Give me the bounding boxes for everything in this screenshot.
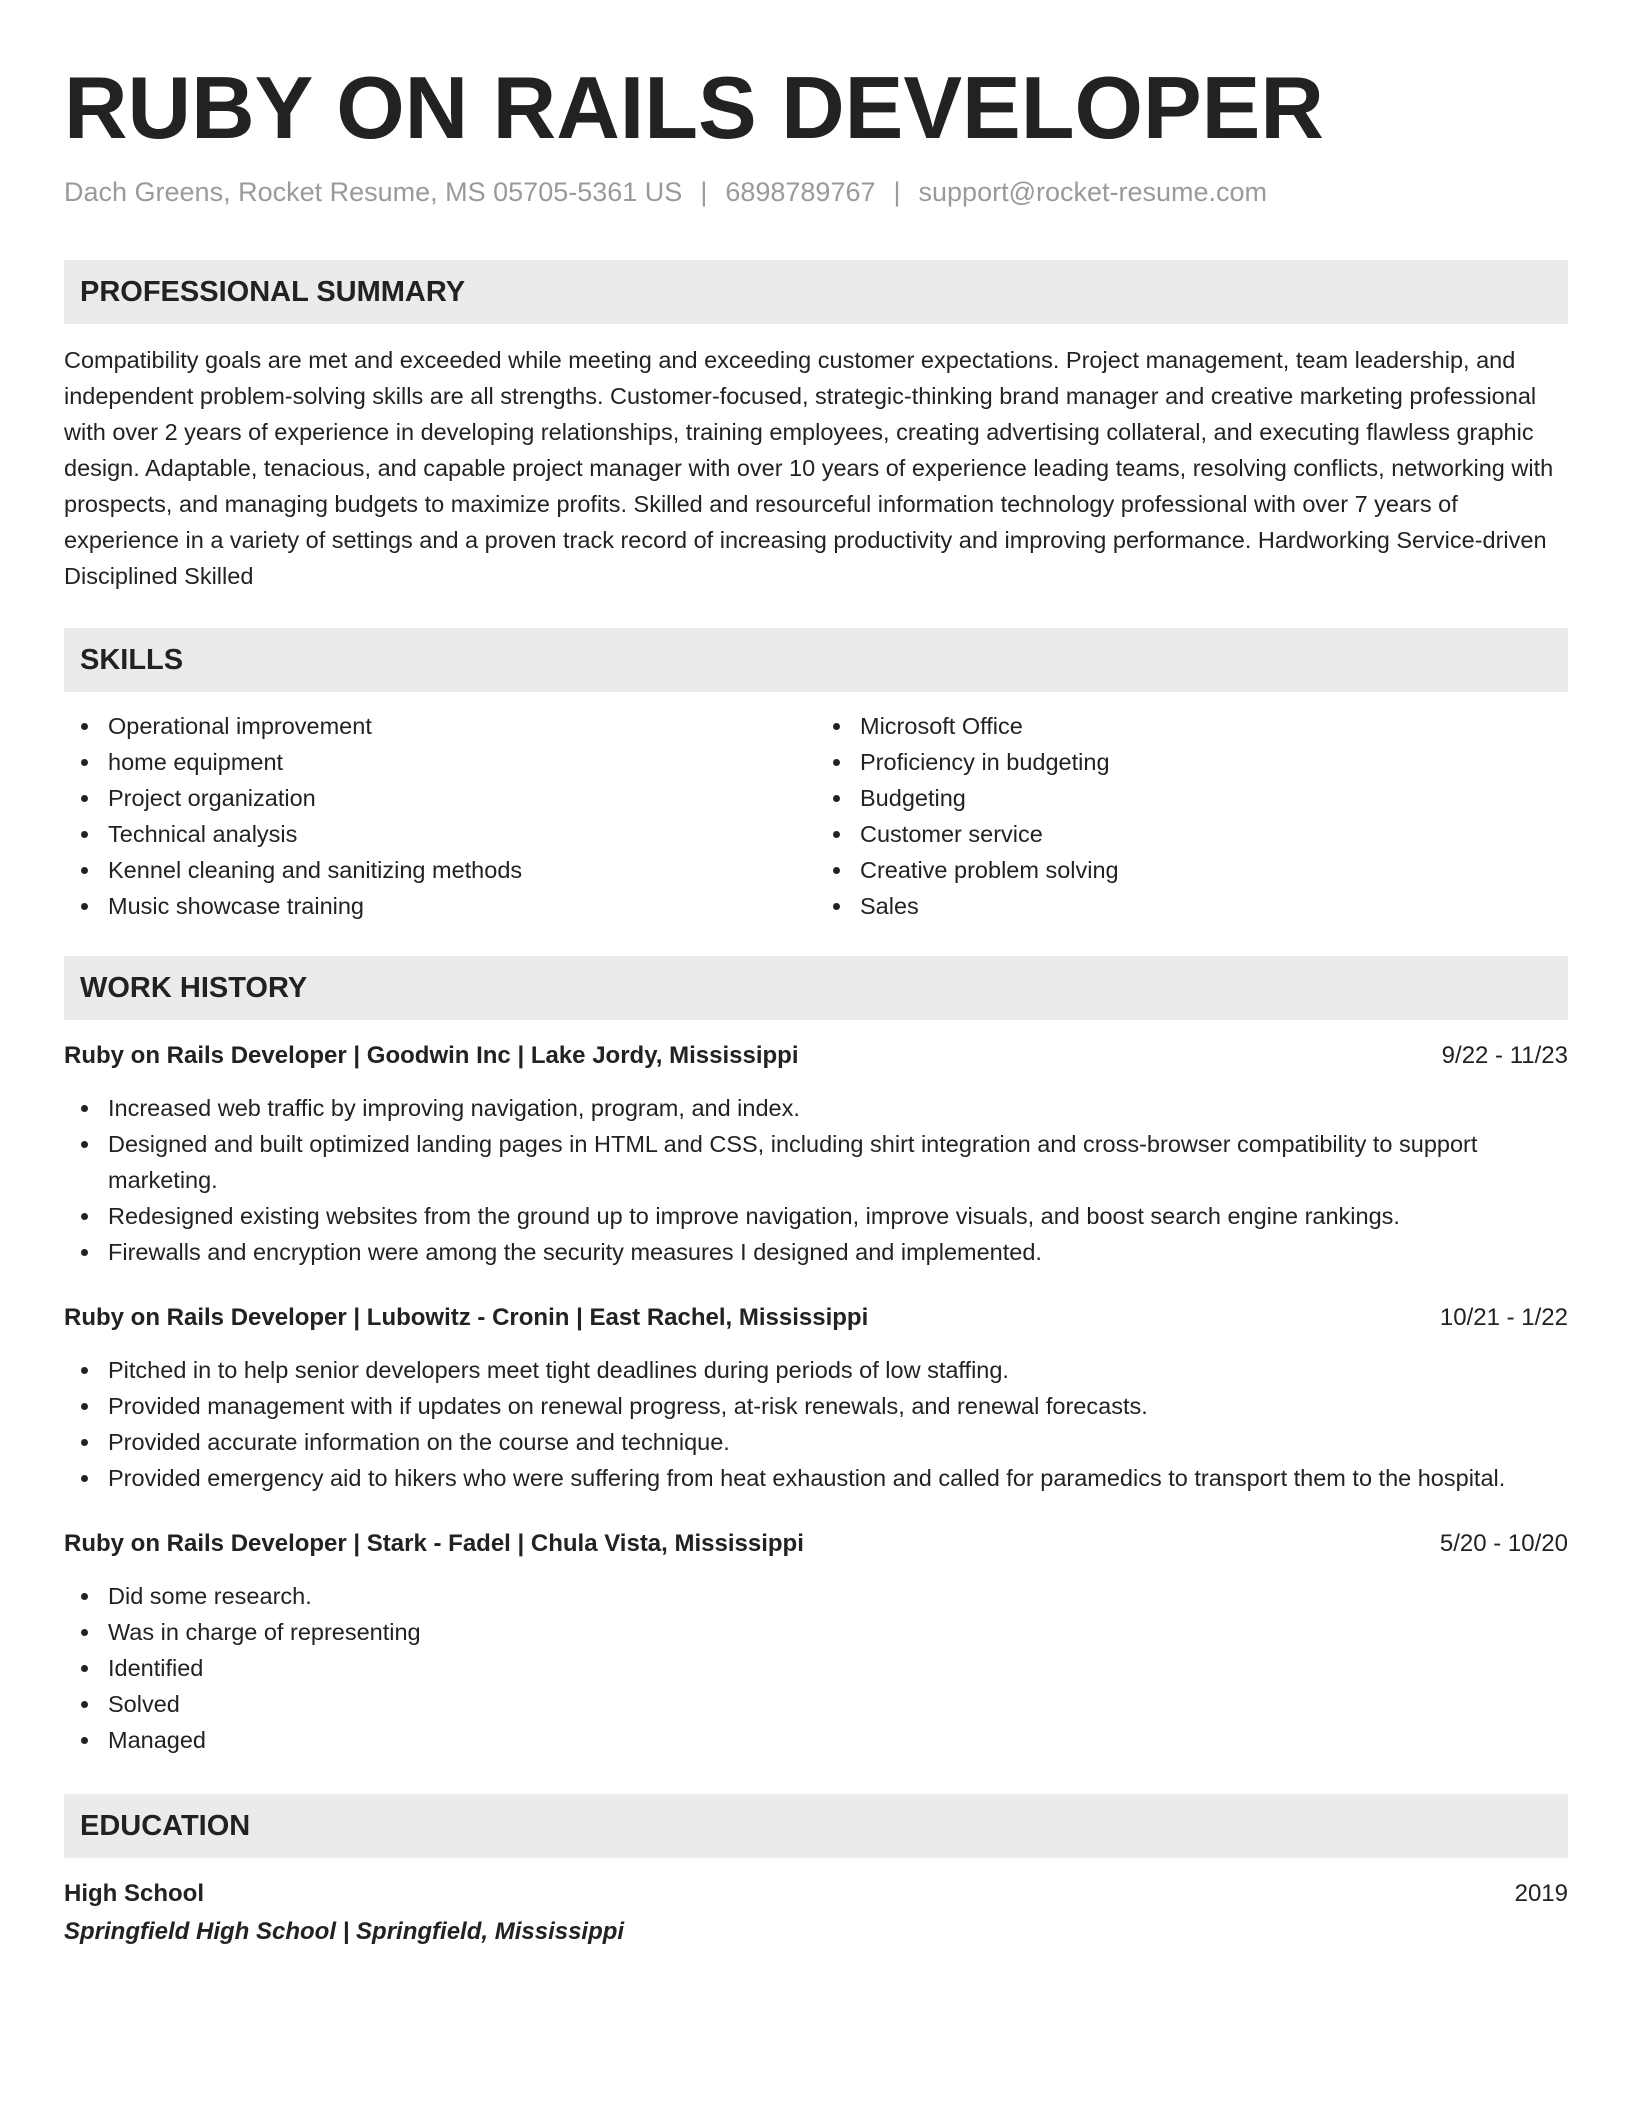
skill-item: home equipment [108, 744, 816, 780]
education-year: 2019 [1514, 1880, 1568, 1907]
job-bullet: Managed [108, 1722, 1568, 1758]
job-dates: 9/22 - 11/23 [1441, 1042, 1568, 1069]
skill-item: Technical analysis [108, 816, 816, 852]
job-header [64, 1300, 1568, 1336]
job-entry [64, 1300, 1568, 1496]
job-entry [64, 1038, 1568, 1270]
contact-separator: | [893, 177, 901, 207]
job-bullet: Firewalls and encryption were among the security measures I designed and implemented. [108, 1234, 1568, 1270]
summary-text: Compatibility goals are met and exceeded while meeting and exceeding customer expectations. Project management, team leadership, and independent problem-solving skills are all strengths. Customer-focused, strategic-thinking brand manager and creative marketing professional with over 2 years of experience in developing relationships, training employees, creating advertising collateral, and executing flawless graphic design. Adaptable, tenacious, and capable project manager with over 10 years of experience leading teams, resolving conflicts, networking with prospects, and managing budgets to maximize profits. Skilled and resourceful information technology professional with over 7 years of experience in a variety of settings and a proven track record of increasing productivity and improving performance. Hardworking Service-driven Disciplined Skilled [64, 347, 1554, 589]
skills-column-left [64, 708, 816, 924]
skill-item: Operational improvement [108, 708, 816, 744]
job-bullet: Was in charge of representing [108, 1614, 1568, 1650]
job-bullets [64, 1352, 1568, 1496]
skill-item: Microsoft Office [860, 708, 1568, 744]
job-bullet: Increased web traffic by improving navigation, program, and index. [108, 1090, 1568, 1126]
job-bullet: Redesigned existing websites from the ground up to improve navigation, improve visuals, and boost search engine rankings. [108, 1198, 1568, 1234]
skills-column-right [816, 708, 1568, 924]
contact-phone: 6898789767 [725, 177, 876, 207]
job-bullet: Provided management with if updates on renewal progress, at-risk renewals, and renewal forecasts. [108, 1388, 1568, 1424]
contact-email: support@rocket-resume.com [918, 177, 1268, 207]
education-school: Springfield High School | Springfield, Mississippi [64, 1918, 625, 1945]
skill-item: Kennel cleaning and sanitizing methods [108, 852, 816, 888]
candidate-name: RUBY ON RAILS DEVELOPER [64, 58, 1324, 157]
job-dates: 5/20 - 10/20 [1439, 1530, 1568, 1557]
summary-heading: PROFESSIONAL SUMMARY [64, 260, 1568, 324]
job-bullet: Pitched in to help senior developers meet tight deadlines during periods of low staffing. [108, 1352, 1568, 1388]
job-entry [64, 1526, 1568, 1758]
education-heading: EDUCATION [64, 1794, 1568, 1858]
skill-item: Customer service [860, 816, 1568, 852]
job-header [64, 1038, 1568, 1074]
skill-item: Project organization [108, 780, 816, 816]
job-bullet: Provided accurate information on the course and technique. [108, 1424, 1568, 1460]
job-title: Ruby on Rails Developer | Goodwin Inc | Lake Jordy, Mississippi [64, 1042, 799, 1069]
job-bullet: Solved [108, 1686, 1568, 1722]
job-dates: 10/21 - 1/22 [1439, 1304, 1568, 1331]
job-bullets [64, 1090, 1568, 1270]
skill-item: Sales [860, 888, 1568, 924]
job-bullet: Provided emergency aid to hikers who were suffering from heat exhaustion and called for paramedics to transport them to the hospital. [108, 1460, 1568, 1496]
education-header [64, 1876, 1568, 1912]
job-bullet: Designed and built optimized landing pages in HTML and CSS, including shirt integration and cross-browser compatibility to support marketing. [108, 1126, 1568, 1198]
skills-list [64, 708, 1568, 924]
skills-heading: SKILLS [64, 628, 1568, 692]
skill-item: Creative problem solving [860, 852, 1568, 888]
skill-item: Proficiency in budgeting [860, 744, 1568, 780]
job-title: Ruby on Rails Developer | Lubowitz - Cronin | East Rachel, Mississippi [64, 1304, 869, 1331]
contact-line [64, 172, 1568, 212]
job-title: Ruby on Rails Developer | Stark - Fadel | Chula Vista, Mississippi [64, 1530, 804, 1557]
contact-address: Dach Greens, Rocket Resume, MS 05705-5361 US [64, 177, 683, 207]
job-bullet: Identified [108, 1650, 1568, 1686]
skill-item: Music showcase training [108, 888, 816, 924]
job-header [64, 1526, 1568, 1562]
contact-separator: | [700, 177, 708, 207]
work-heading: WORK HISTORY [64, 956, 1568, 1020]
education-degree: High School [64, 1880, 204, 1907]
job-bullets [64, 1578, 1568, 1758]
skill-item: Budgeting [860, 780, 1568, 816]
job-bullet: Did some research. [108, 1578, 1568, 1614]
